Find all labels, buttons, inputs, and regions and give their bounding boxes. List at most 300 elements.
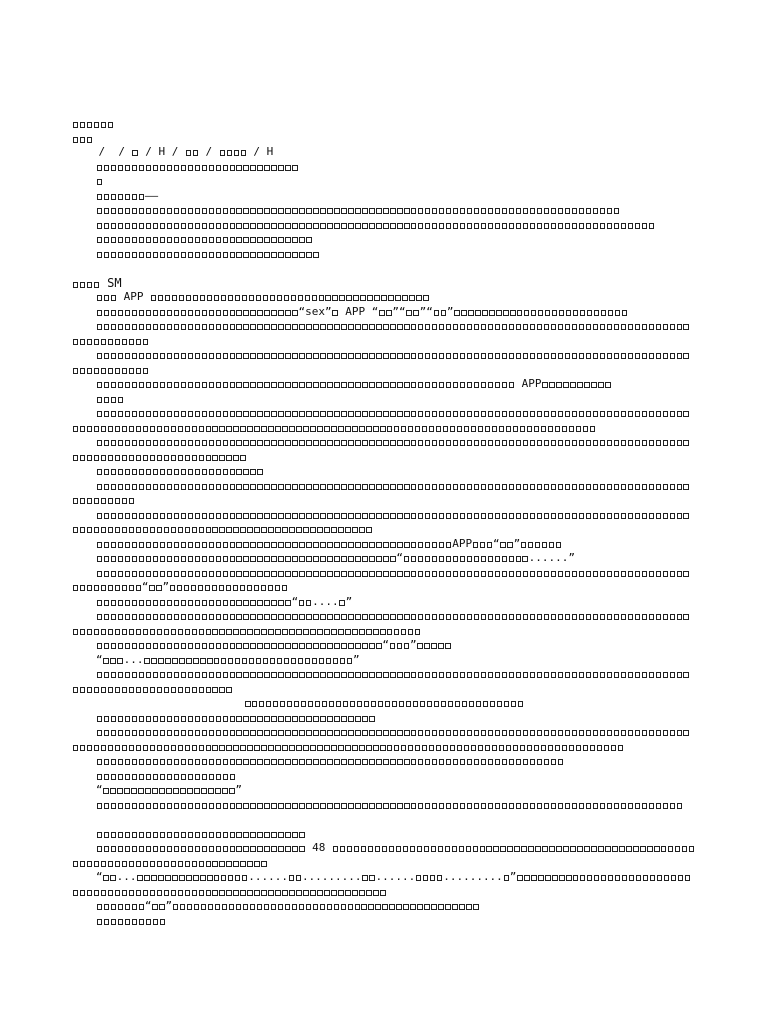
missing-glyph-box <box>310 629 315 635</box>
missing-glyph-box <box>111 643 116 649</box>
missing-glyph-box <box>345 745 350 751</box>
missing-glyph-box <box>642 353 647 359</box>
text-fragment: ” <box>446 304 454 318</box>
missing-glyph-box <box>502 440 507 446</box>
missing-glyph-box <box>257 165 262 171</box>
text-line <box>72 551 696 566</box>
missing-glyph-box <box>502 411 507 417</box>
missing-glyph-box <box>401 629 406 635</box>
missing-glyph-box <box>167 513 172 519</box>
missing-glyph-box <box>411 730 416 736</box>
missing-glyph-box <box>383 513 388 519</box>
missing-glyph-box <box>677 484 682 490</box>
text-fragment: ” <box>352 652 360 666</box>
missing-glyph-box <box>264 237 269 243</box>
missing-glyph-box <box>153 310 158 316</box>
missing-glyph-box <box>628 353 633 359</box>
missing-glyph-box <box>481 353 486 359</box>
missing-glyph-box <box>115 890 120 896</box>
missing-glyph-box <box>87 282 92 288</box>
missing-glyph-box <box>264 614 269 620</box>
missing-glyph-box <box>153 672 158 678</box>
missing-glyph-box <box>635 672 640 678</box>
text-line <box>72 203 696 218</box>
missing-glyph-box <box>418 324 423 330</box>
missing-glyph-box <box>104 672 109 678</box>
missing-glyph-box <box>209 165 214 171</box>
missing-glyph-box <box>576 745 581 751</box>
missing-glyph-box <box>352 629 357 635</box>
missing-glyph-box <box>432 614 437 620</box>
missing-glyph-box <box>649 730 654 736</box>
missing-glyph-box <box>192 426 197 432</box>
missing-glyph-box <box>139 643 144 649</box>
missing-glyph-box <box>544 730 549 736</box>
missing-glyph-box <box>572 614 577 620</box>
missing-glyph-box <box>431 904 436 910</box>
missing-glyph-box <box>614 513 619 519</box>
missing-glyph-box <box>355 223 360 229</box>
missing-glyph-box <box>146 643 151 649</box>
missing-glyph-box <box>129 687 134 693</box>
missing-glyph-box <box>181 237 186 243</box>
missing-glyph-box <box>439 803 444 809</box>
text-line <box>72 812 696 827</box>
missing-glyph-box <box>104 411 109 417</box>
missing-glyph-box <box>359 629 364 635</box>
missing-glyph-box <box>663 672 668 678</box>
missing-glyph-box <box>125 832 130 838</box>
missing-glyph-box <box>230 542 235 548</box>
missing-glyph-box <box>334 513 339 519</box>
missing-glyph-box <box>101 426 106 432</box>
missing-glyph-box <box>271 846 276 852</box>
missing-glyph-box <box>243 556 248 562</box>
missing-glyph-box <box>635 513 640 519</box>
missing-glyph-box <box>600 411 605 417</box>
missing-glyph-box <box>181 223 186 229</box>
missing-glyph-box <box>108 426 113 432</box>
missing-glyph-box <box>108 368 113 374</box>
missing-glyph-box <box>223 643 228 649</box>
missing-glyph-box <box>457 745 462 751</box>
missing-glyph-box <box>565 513 570 519</box>
missing-glyph-box <box>132 194 137 200</box>
missing-glyph-box <box>171 527 176 533</box>
missing-glyph-box <box>243 846 248 852</box>
missing-glyph-box <box>622 875 627 881</box>
missing-glyph-box <box>178 861 183 867</box>
missing-glyph-box <box>185 687 190 693</box>
missing-glyph-box <box>187 788 192 794</box>
missing-glyph-box <box>271 716 276 722</box>
missing-glyph-box <box>271 556 276 562</box>
missing-glyph-box <box>598 846 603 852</box>
missing-glyph-box <box>292 310 297 316</box>
missing-glyph-box <box>530 208 535 214</box>
missing-glyph-box <box>306 904 311 910</box>
missing-glyph-box <box>146 571 151 577</box>
missing-glyph-box <box>541 426 546 432</box>
missing-glyph-box <box>193 658 198 664</box>
missing-glyph-box <box>376 571 381 577</box>
missing-glyph-box <box>605 382 610 388</box>
missing-glyph-box <box>431 846 436 852</box>
missing-glyph-box <box>226 585 231 591</box>
missing-glyph-box <box>509 556 514 562</box>
missing-glyph-box <box>122 527 127 533</box>
missing-glyph-box <box>139 832 144 838</box>
missing-glyph-box <box>523 411 528 417</box>
missing-glyph-box <box>495 223 500 229</box>
missing-glyph-box <box>278 600 283 606</box>
missing-glyph-box <box>174 513 179 519</box>
missing-glyph-box <box>481 484 486 490</box>
missing-glyph-box <box>376 803 381 809</box>
missing-glyph-box <box>530 484 535 490</box>
missing-glyph-box <box>292 252 297 258</box>
missing-glyph-box <box>97 774 102 780</box>
text-fragment: / H <box>246 145 274 158</box>
missing-glyph-box <box>212 426 217 432</box>
missing-glyph-box <box>683 411 688 417</box>
missing-glyph-box <box>683 513 688 519</box>
missing-glyph-box <box>216 324 221 330</box>
missing-glyph-box <box>137 875 142 881</box>
missing-glyph-box <box>264 208 269 214</box>
missing-glyph-box <box>432 556 437 562</box>
missing-glyph-box <box>649 614 654 620</box>
missing-glyph-box <box>278 223 283 229</box>
missing-glyph-box <box>271 542 276 548</box>
missing-glyph-box <box>97 513 102 519</box>
missing-glyph-box <box>181 571 186 577</box>
missing-glyph-box <box>195 324 200 330</box>
missing-glyph-box <box>153 919 158 925</box>
missing-glyph-box <box>243 469 248 475</box>
missing-glyph-box <box>188 774 193 780</box>
missing-glyph-box <box>257 716 262 722</box>
missing-glyph-box <box>439 730 444 736</box>
missing-glyph-box <box>111 165 116 171</box>
missing-glyph-box <box>383 353 388 359</box>
missing-glyph-box <box>404 672 409 678</box>
missing-glyph-box <box>118 774 123 780</box>
missing-glyph-box <box>80 339 85 345</box>
missing-glyph-box <box>270 295 275 301</box>
missing-glyph-box <box>418 513 423 519</box>
missing-glyph-box <box>233 585 238 591</box>
missing-glyph-box <box>278 324 283 330</box>
missing-glyph-box <box>160 252 165 258</box>
missing-glyph-box <box>502 672 507 678</box>
text-line <box>72 537 696 552</box>
missing-glyph-box <box>171 890 176 896</box>
missing-glyph-box <box>268 527 273 533</box>
missing-glyph-box <box>247 890 252 896</box>
missing-glyph-box <box>492 745 497 751</box>
missing-glyph-box <box>530 223 535 229</box>
missing-glyph-box <box>601 875 606 881</box>
missing-glyph-box <box>404 803 409 809</box>
missing-glyph-box <box>565 223 570 229</box>
missing-glyph-box <box>115 861 120 867</box>
missing-glyph-box <box>257 252 262 258</box>
missing-glyph-box <box>257 237 262 243</box>
missing-glyph-box <box>329 701 334 707</box>
missing-glyph-box <box>452 846 457 852</box>
missing-glyph-box <box>303 426 308 432</box>
missing-glyph-box <box>118 324 123 330</box>
missing-glyph-box <box>552 310 557 316</box>
missing-glyph-box <box>516 223 521 229</box>
missing-glyph-box <box>243 353 248 359</box>
missing-glyph-box <box>188 542 193 548</box>
missing-glyph-box <box>174 469 179 475</box>
missing-glyph-box <box>537 324 542 330</box>
text-fragment: 48 <box>305 841 333 854</box>
missing-glyph-box <box>593 672 598 678</box>
missing-glyph-box <box>390 382 395 388</box>
missing-glyph-box <box>275 629 280 635</box>
missing-glyph-box <box>73 426 78 432</box>
missing-glyph-box <box>289 527 294 533</box>
missing-glyph-box <box>172 875 177 881</box>
text-line <box>72 392 696 407</box>
missing-glyph-box <box>327 672 332 678</box>
missing-glyph-box <box>294 701 299 707</box>
missing-glyph-box <box>341 484 346 490</box>
missing-glyph-box <box>387 426 392 432</box>
missing-glyph-box <box>404 730 409 736</box>
missing-glyph-box <box>320 571 325 577</box>
missing-glyph-box <box>299 513 304 519</box>
missing-glyph-box <box>150 455 155 461</box>
missing-glyph-box <box>178 687 183 693</box>
missing-glyph-box <box>188 643 193 649</box>
missing-glyph-box <box>495 208 500 214</box>
missing-glyph-box <box>299 208 304 214</box>
missing-glyph-box <box>111 730 116 736</box>
missing-glyph-box <box>268 890 273 896</box>
missing-glyph-box <box>562 426 567 432</box>
missing-glyph-box <box>383 571 388 577</box>
missing-glyph-box <box>453 556 458 562</box>
missing-glyph-box <box>338 426 343 432</box>
missing-glyph-box <box>115 585 120 591</box>
missing-glyph-box <box>544 759 549 765</box>
missing-glyph-box <box>181 310 186 316</box>
missing-glyph-box <box>129 339 134 345</box>
missing-glyph-box <box>285 672 290 678</box>
missing-glyph-box <box>195 542 200 548</box>
missing-glyph-box <box>216 237 221 243</box>
missing-glyph-box <box>160 208 165 214</box>
missing-glyph-box <box>425 556 430 562</box>
missing-glyph-box <box>104 208 109 214</box>
missing-glyph-box <box>257 513 262 519</box>
missing-glyph-box <box>397 223 402 229</box>
missing-glyph-box <box>411 411 416 417</box>
missing-glyph-box <box>80 585 85 591</box>
missing-glyph-box <box>212 527 217 533</box>
missing-glyph-box <box>538 310 543 316</box>
missing-glyph-box <box>319 658 324 664</box>
missing-glyph-box <box>285 165 290 171</box>
missing-glyph-box <box>143 629 148 635</box>
missing-glyph-box <box>481 411 486 417</box>
missing-glyph-box <box>209 382 214 388</box>
missing-glyph-box <box>159 904 164 910</box>
missing-glyph-box <box>181 556 186 562</box>
missing-glyph-box <box>348 411 353 417</box>
missing-glyph-box <box>243 310 248 316</box>
missing-glyph-box <box>206 687 211 693</box>
missing-glyph-box <box>108 745 113 751</box>
missing-glyph-box <box>348 643 353 649</box>
missing-glyph-box <box>132 150 137 156</box>
missing-glyph-box <box>600 353 605 359</box>
missing-glyph-box <box>600 614 605 620</box>
missing-glyph-box <box>327 614 332 620</box>
missing-glyph-box <box>524 310 529 316</box>
missing-glyph-box <box>352 426 357 432</box>
missing-glyph-box <box>514 846 519 852</box>
missing-glyph-box <box>530 440 535 446</box>
missing-glyph-box <box>432 411 437 417</box>
missing-glyph-box <box>278 310 283 316</box>
missing-glyph-box <box>422 745 427 751</box>
missing-glyph-box <box>220 150 225 156</box>
missing-glyph-box <box>73 745 78 751</box>
missing-glyph-box <box>252 701 257 707</box>
missing-glyph-box <box>201 788 206 794</box>
text-line <box>72 696 696 711</box>
missing-glyph-box <box>111 803 116 809</box>
missing-glyph-box <box>122 498 127 504</box>
missing-glyph-box <box>341 542 346 548</box>
missing-glyph-box <box>366 745 371 751</box>
missing-glyph-box <box>334 208 339 214</box>
missing-glyph-box <box>348 716 353 722</box>
missing-glyph-box <box>380 629 385 635</box>
missing-glyph-box <box>502 484 507 490</box>
missing-glyph-box <box>202 846 207 852</box>
missing-glyph-box <box>139 803 144 809</box>
missing-glyph-box <box>324 527 329 533</box>
missing-glyph-box <box>453 382 458 388</box>
missing-glyph-box <box>593 208 598 214</box>
text-line <box>72 435 696 464</box>
missing-glyph-box <box>446 208 451 214</box>
missing-glyph-box <box>104 324 109 330</box>
missing-glyph-box <box>261 890 266 896</box>
missing-glyph-box <box>334 223 339 229</box>
missing-glyph-box <box>369 614 374 620</box>
missing-glyph-box <box>478 745 483 751</box>
missing-glyph-box <box>230 237 235 243</box>
missing-glyph-box <box>348 440 353 446</box>
missing-glyph-box <box>390 614 395 620</box>
missing-glyph-box <box>678 875 683 881</box>
missing-glyph-box <box>219 745 224 751</box>
missing-glyph-box <box>174 382 179 388</box>
missing-glyph-box <box>111 411 116 417</box>
missing-glyph-box <box>292 542 297 548</box>
missing-glyph-box <box>271 759 276 765</box>
missing-glyph-box <box>425 803 430 809</box>
missing-glyph-box <box>441 701 446 707</box>
missing-glyph-box <box>97 542 102 548</box>
missing-glyph-box <box>186 295 191 301</box>
missing-glyph-box <box>160 832 165 838</box>
missing-glyph-box <box>488 440 493 446</box>
missing-glyph-box <box>223 556 228 562</box>
missing-glyph-box <box>97 411 102 417</box>
missing-glyph-box <box>167 600 172 606</box>
missing-glyph-box <box>160 759 165 765</box>
missing-glyph-box <box>403 904 408 910</box>
missing-glyph-box <box>467 324 472 330</box>
missing-glyph-box <box>425 759 430 765</box>
missing-glyph-box <box>345 527 350 533</box>
missing-glyph-box <box>167 672 172 678</box>
missing-glyph-box <box>191 585 196 591</box>
missing-glyph-box <box>174 208 179 214</box>
missing-glyph-box <box>188 411 193 417</box>
missing-glyph-box <box>590 426 595 432</box>
missing-glyph-box <box>209 353 214 359</box>
missing-glyph-box <box>331 890 336 896</box>
missing-glyph-box <box>223 324 228 330</box>
missing-glyph-box <box>188 208 193 214</box>
missing-glyph-box <box>305 295 310 301</box>
missing-glyph-box <box>523 223 528 229</box>
missing-glyph-box <box>188 324 193 330</box>
missing-glyph-box <box>275 585 280 591</box>
missing-glyph-box <box>216 846 221 852</box>
missing-glyph-box <box>383 208 388 214</box>
missing-glyph-box <box>404 208 409 214</box>
missing-glyph-box <box>467 759 472 765</box>
missing-glyph-box <box>125 194 130 200</box>
missing-glyph-box <box>565 614 570 620</box>
missing-glyph-box <box>185 527 190 533</box>
missing-glyph-box <box>453 223 458 229</box>
missing-glyph-box <box>668 846 673 852</box>
missing-glyph-box <box>202 411 207 417</box>
missing-glyph-box <box>111 397 116 403</box>
missing-glyph-box <box>157 890 162 896</box>
missing-glyph-box <box>628 324 633 330</box>
missing-glyph-box <box>150 890 155 896</box>
missing-glyph-box <box>334 672 339 678</box>
missing-glyph-box <box>195 672 200 678</box>
missing-glyph-box <box>173 788 178 794</box>
missing-glyph-box <box>392 701 397 707</box>
missing-glyph-box <box>216 440 221 446</box>
missing-glyph-box <box>367 295 372 301</box>
missing-glyph-box <box>394 745 399 751</box>
missing-glyph-box <box>87 585 92 591</box>
missing-glyph-box <box>348 803 353 809</box>
missing-glyph-box <box>292 904 297 910</box>
missing-glyph-box <box>160 919 165 925</box>
missing-glyph-box <box>278 513 283 519</box>
missing-glyph-box <box>481 223 486 229</box>
missing-glyph-box <box>153 774 158 780</box>
missing-glyph-box <box>285 208 290 214</box>
